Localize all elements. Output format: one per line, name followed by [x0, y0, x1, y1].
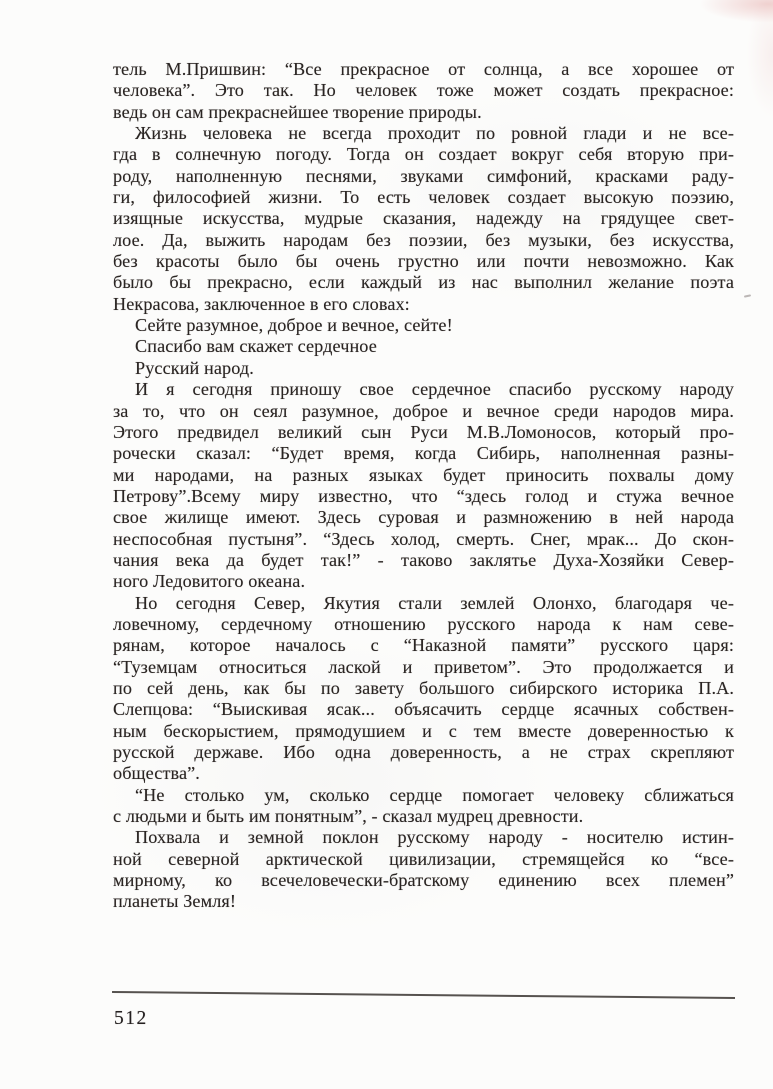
text-line: Сейте разумное, доброе и вечное, сейте!	[135, 315, 453, 336]
text-line: Этого предвидел великий сын Руси М.В.Ломоносов, который про-	[113, 421, 734, 442]
page-number: 512	[114, 1008, 148, 1029]
text-line: ловечному, сердечному отношению русского народа к нам севе-	[113, 613, 734, 634]
text-line: Петрову”.Всему миру известно, что “здесь голод и стужа вечное	[113, 485, 734, 506]
text-line: с людьми и быть им понятным”, - сказал мудрец древности.	[113, 806, 584, 827]
text-line: Похвала и земной поклон русскому народу - носителю истин-	[135, 827, 734, 848]
text-line: было бы прекрасно, если каждый из нас выполнил желание поэта	[113, 272, 734, 293]
text-line: человека”. Это так. Но человек тоже может создать прекрасное:	[113, 80, 734, 101]
text-line: ной северной арктической цивилизации, стремящейся ко “все-	[113, 848, 734, 869]
text-line: по сей день, как бы по завету большого сибирского историка П.А.	[113, 677, 734, 698]
text-line: “Туземцам относиться лаской и приветом”. Это продолжается и	[113, 656, 734, 677]
text-line: гда в солнечную погоду. Тогда он создает вокруг себя вторую при-	[113, 144, 734, 165]
text-line: Слепцова: “Выискивая ясак... объясачить сердце ясачных собствен-	[113, 699, 734, 720]
text-line: тель М.Пришвин: “Все прекрасное от солнца, а все хорошее от	[113, 59, 734, 79]
text-line: ным бескорыстием, прямодушием и с тем вместе доверенностью к	[113, 720, 734, 741]
text-line: Русский народ.	[135, 357, 254, 378]
body-text	[113, 59, 734, 913]
text-line: изящные искусства, мудрые сказания, надежду на грядущее свет-	[113, 208, 734, 229]
text-line: мирному, ко всечеловечески-братскому единению всех племен”	[113, 870, 734, 891]
text-line: планеты Земля!	[113, 891, 236, 912]
text-line: общества”.	[113, 763, 200, 784]
text-line: роду, наполненную песнями, звуками симфоний, красками раду-	[113, 165, 734, 186]
text-line: ного Ледовитого океана.	[113, 571, 306, 592]
text-line: неспособная пустыня”. “Здесь холод, смерть. Снег, мрак... До скон-	[113, 528, 734, 549]
text-line: Некрасова, заключенное в его словах:	[113, 293, 410, 314]
text-line: Спасибо вам скажет сердечное	[135, 336, 377, 357]
text-line: ведь он сам прекраснейшее творение природы.	[113, 101, 482, 122]
footer-rule	[112, 991, 735, 999]
text-line: лое. Да, выжить народам без поэзии, без музыки, без искусства,	[113, 229, 734, 250]
text-line: чания века да будет так!” - таково заклятье Духа-Хозяйки Север-	[113, 549, 734, 570]
text-line: ми народами, на разных языках будет приносить похвалы дому	[113, 464, 734, 485]
text-line: ги, философией жизни. То есть человек создает высокую поэзию,	[113, 187, 734, 208]
text-line: Жизнь человека не всегда проходит по ровной глади и не все-	[135, 123, 734, 144]
text-line: рочески сказал: “Будет время, когда Сибирь, наполненная разны-	[113, 443, 734, 464]
scan-artifact-speck	[744, 294, 751, 297]
text-line: русской державе. Ибо одна доверенность, а не страх скрепляют	[113, 742, 734, 762]
text-line: “Не столько ум, сколько сердце помогает человеку сближаться	[135, 784, 734, 805]
text-line: рянам, которое началось с “Наказной памяти” русского царя:	[113, 635, 734, 656]
text-line: свое жилище имеют. Здесь суровая и размножению в ней народа	[113, 507, 734, 528]
text-line: Но сегодня Север, Якутия стали землей Олонхо, благодаря че-	[135, 592, 734, 613]
text-line: И я сегодня приношу свое сердечное спасибо русскому народу	[135, 379, 734, 400]
text-line: без красоты было бы очень грустно или почти невозможно. Как	[113, 251, 734, 272]
text-line: за то, что он сеял разумное, доброе и вечное среди народов мира.	[113, 400, 734, 421]
